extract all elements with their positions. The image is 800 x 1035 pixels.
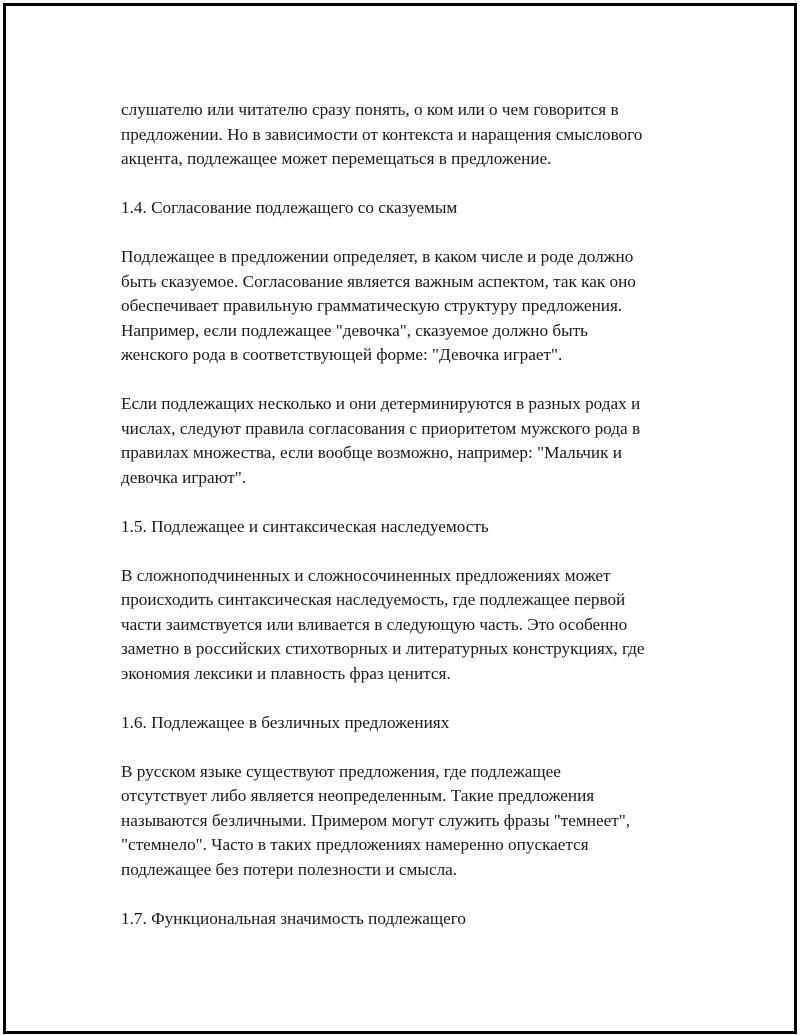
text-line: девочка играют". bbox=[121, 467, 247, 487]
text-line: происходить синтаксическая наследуемость, где подлежащее первой bbox=[121, 590, 626, 609]
text-line: акцента, подлежащее может перемещаться в предложение. bbox=[121, 149, 552, 168]
text-line: подлежащее без потери полезности и смысла. bbox=[121, 859, 458, 879]
document-body bbox=[121, 98, 721, 956]
text-line: предложении. Но в зависимости от контекста и наращения смыслового bbox=[121, 124, 643, 144]
text-line: называются безличными. Примером могут служить фразы "темнеет", bbox=[121, 810, 631, 830]
text-line: заметно в российских стихотворных и литературных конструкциях, где bbox=[121, 639, 645, 658]
text-line: В русском языке существуют предложения, где подлежащее bbox=[121, 761, 561, 781]
section-heading-1-5: 1.5. Подлежащее и синтаксическая наследуемость bbox=[121, 516, 489, 536]
text-line: "стемнело". Часто в таких предложениях намеренно опускается bbox=[121, 835, 589, 854]
paragraph-impersonal-sentences bbox=[121, 760, 721, 883]
section-heading-1-4: 1.4. Согласование подлежащего со сказуемым bbox=[121, 198, 458, 217]
page-frame bbox=[3, 3, 797, 1034]
text-line: отсутствует либо является неопределенным. Такие предложения bbox=[121, 786, 595, 805]
text-line: правилах множества, если вообще возможно, например: "Мальчик и bbox=[121, 443, 622, 462]
paragraph-multiple-subjects bbox=[121, 392, 721, 490]
paragraph-intro-continuation bbox=[121, 98, 721, 172]
text-line: части заимствуется или вливается в следующую часть. Это особенно bbox=[121, 614, 628, 634]
text-line: экономия лексики и плавность фраз ценится. bbox=[121, 663, 451, 683]
text-line: В сложноподчиненных и сложносочиненных предложениях может bbox=[121, 565, 611, 585]
section-heading-1-6: 1.6. Подлежащее в безличных предложениях bbox=[121, 712, 450, 732]
text-line: Подлежащее в предложении определяет, в каком числе и роде должно bbox=[121, 247, 634, 266]
paragraph-agreement bbox=[121, 245, 721, 368]
text-line: Например, если подлежащее "девочка", сказуемое должно быть bbox=[121, 320, 588, 340]
text-line: быть сказуемое. Согласование является важным аспектом, так как оно bbox=[121, 271, 636, 291]
paragraph-syntactic-inheritance bbox=[121, 564, 721, 687]
section-heading-1-7: 1.7. Функциональная значимость подлежащего bbox=[121, 908, 466, 928]
text-line: слушателю или читателю сразу понять, о ком или о чем говорится в bbox=[121, 100, 619, 119]
text-line: Если подлежащих несколько и они детерминируются в разных родах и bbox=[121, 394, 641, 413]
text-line: женского рода в соответствующей форме: "Девочка играет". bbox=[121, 345, 563, 364]
text-line: обеспечивает правильную грамматическую структуру предложения. bbox=[121, 296, 623, 315]
text-line: числах, следуют правила согласования с приоритетом мужского рода в bbox=[121, 418, 641, 438]
